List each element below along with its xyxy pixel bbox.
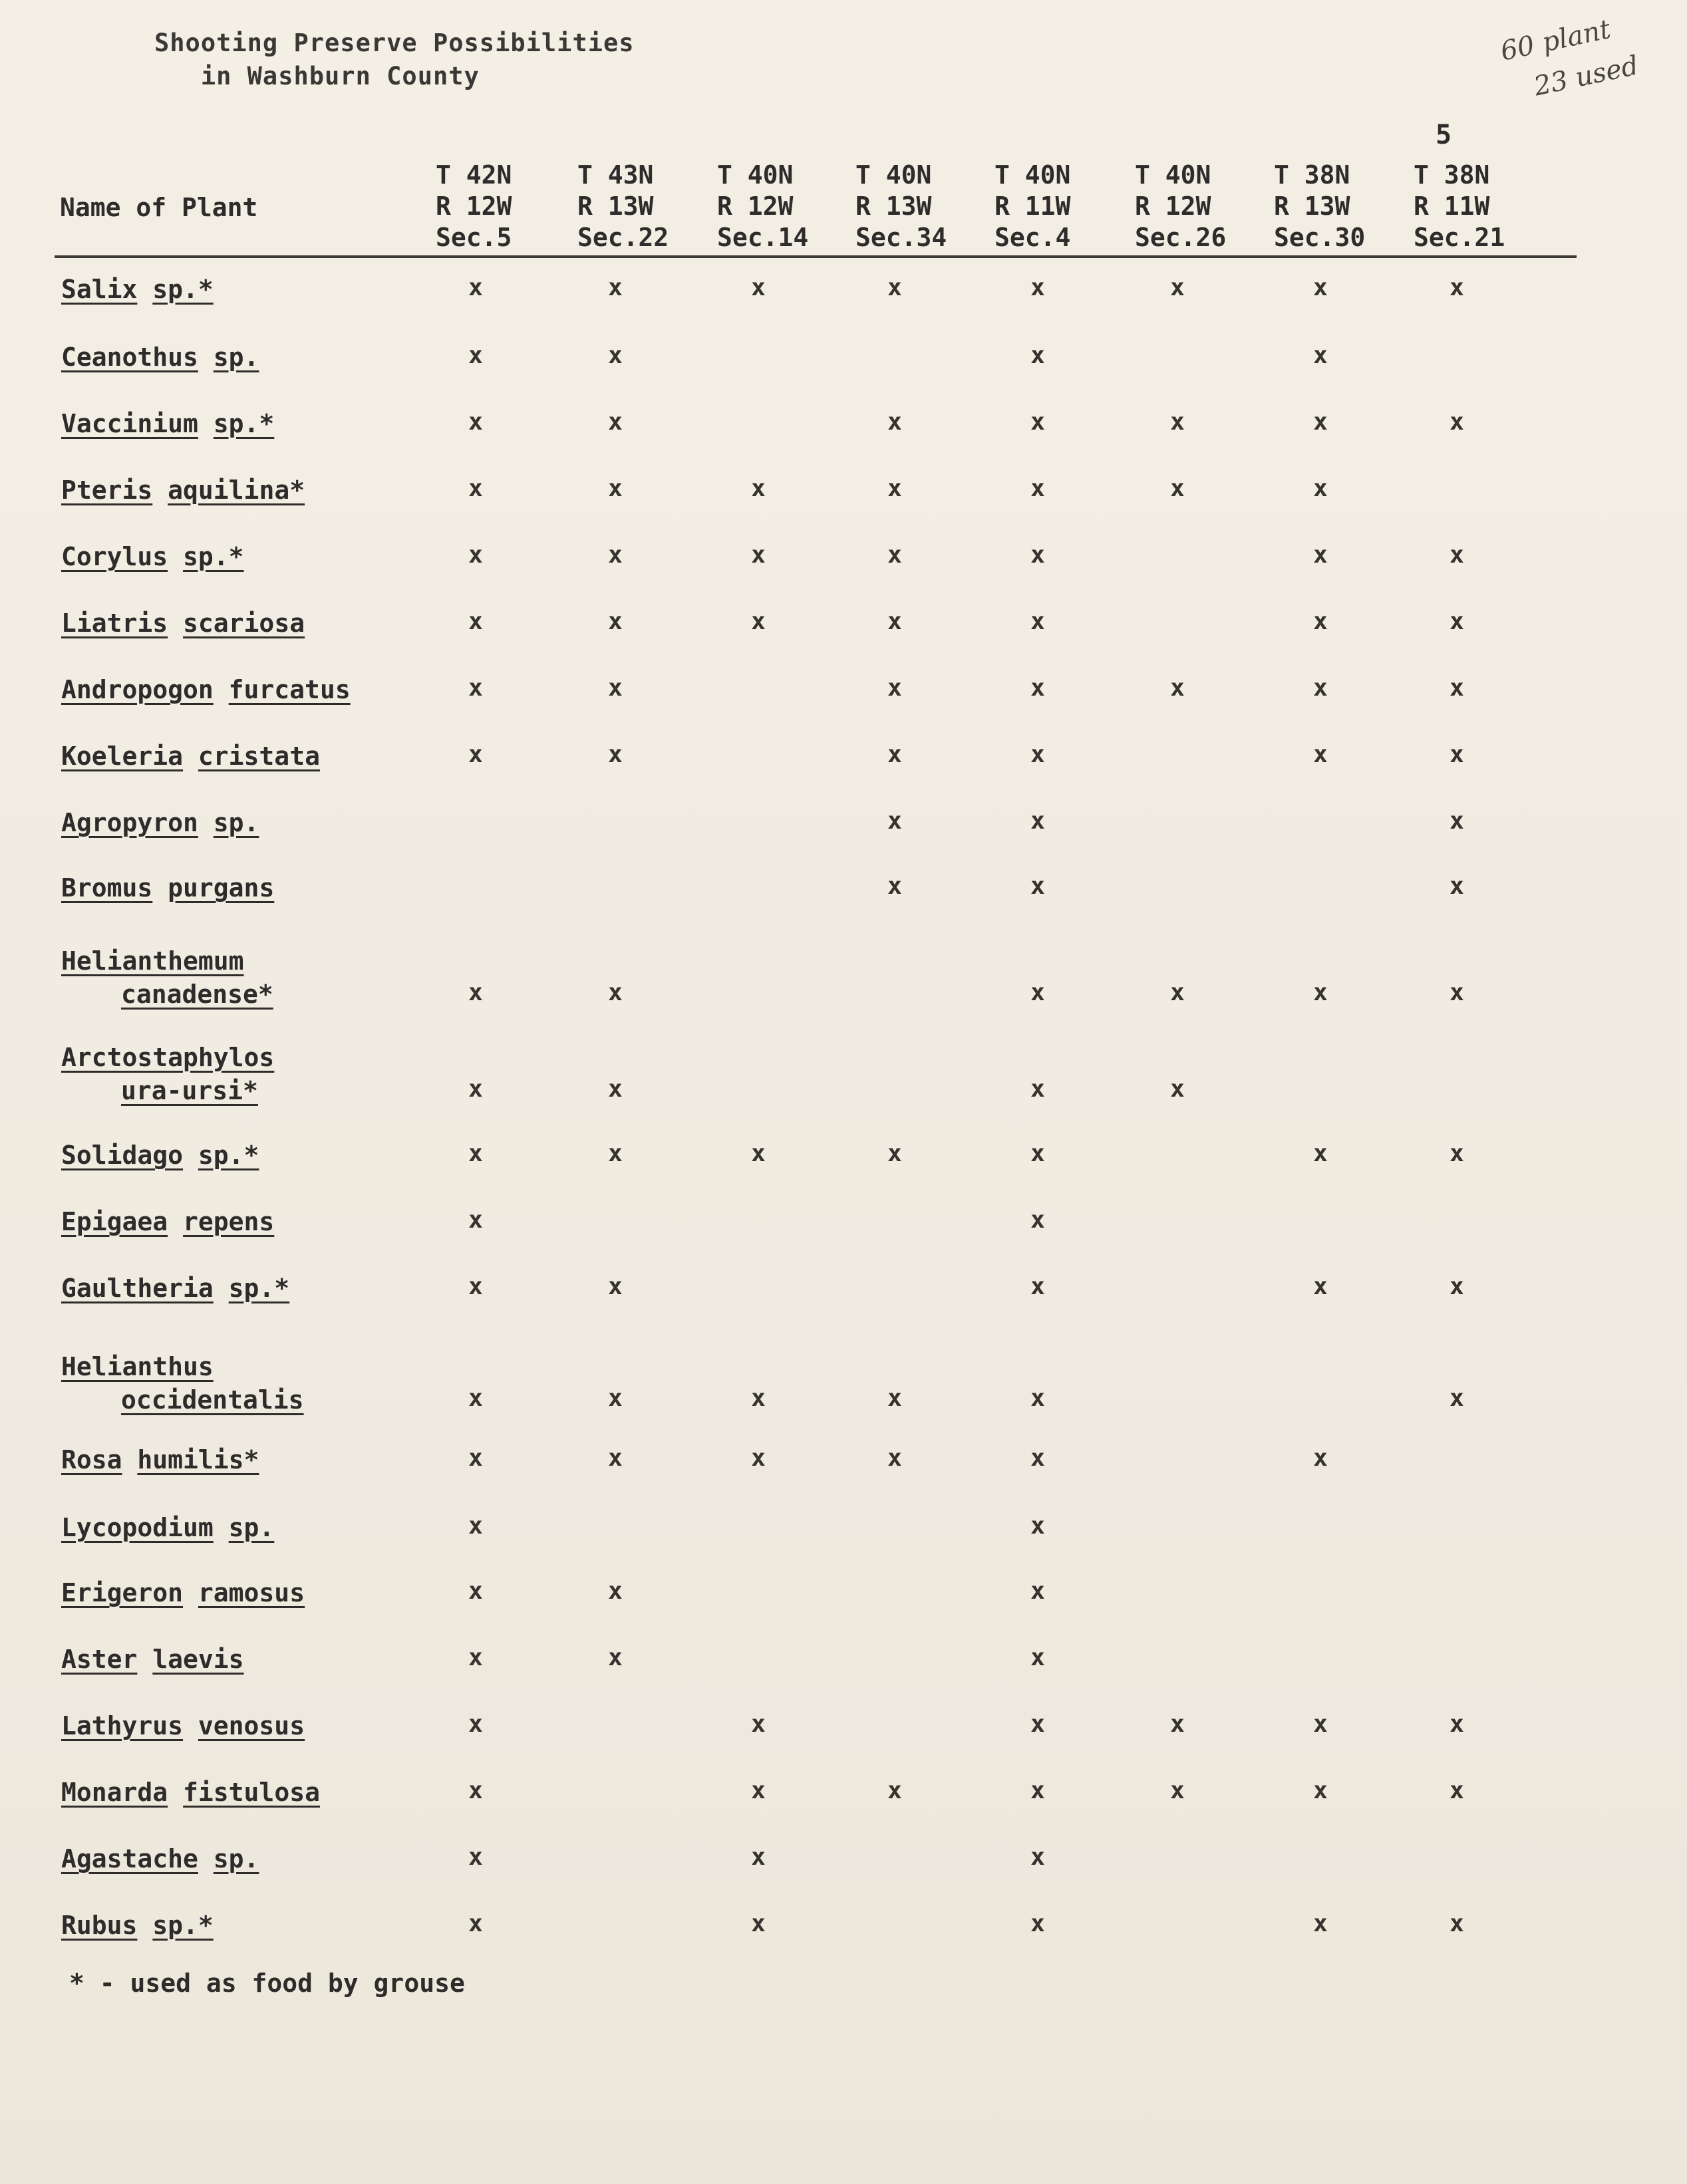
footnote: * - used as food by grouse [69,1969,465,1998]
plant-species: sp. [213,808,259,837]
column-header-6 [1135,160,1278,253]
presence-mark: x [468,408,483,436]
presence-mark: x [468,1644,483,1671]
presence-mark: x [1030,741,1045,768]
column-header-sec: Sec.21 [1414,223,1505,252]
presence-mark: x [751,1843,766,1871]
plant-name [61,1350,304,1417]
presence-mark: x [887,274,902,301]
presence-mark: x [608,979,623,1006]
column-header-t: T 38N [1414,160,1490,190]
column-header-1 [436,160,579,253]
plant-genus: Helianthus [61,1352,214,1381]
presence-mark: x [751,1777,766,1804]
presence-mark: x [1030,674,1045,702]
presence-mark: x [1450,1140,1464,1167]
presence-mark: x [1450,541,1464,569]
presence-mark: x [1030,1075,1045,1103]
plant-species: fistulosa [183,1778,320,1807]
presence-mark: x [608,1444,623,1472]
plant-species: aquilina* [168,476,305,505]
title-line-1: Shooting Preserve Possibilities [154,29,635,57]
presence-mark: x [1450,674,1464,702]
presence-mark: x [887,541,902,569]
column-header-t: T 42N [436,160,512,190]
handwritten-note [1497,5,1642,112]
presence-mark: x [468,1140,483,1167]
presence-mark: x [468,1075,483,1103]
plant-genus: Helianthemum [61,946,244,976]
presence-mark: x [887,475,902,502]
plant-name [61,871,274,904]
presence-mark: x [468,674,483,702]
presence-mark: x [1030,1843,1045,1871]
presence-mark: x [1450,608,1464,635]
presence-mark: x [1450,873,1464,900]
column-header-sec: Sec.5 [436,223,512,252]
presence-mark: x [887,807,902,835]
presence-mark: x [1030,1512,1045,1540]
presence-mark: x [751,1710,766,1738]
presence-mark: x [1313,342,1328,369]
presence-mark: x [751,475,766,502]
column-header-5 [995,160,1138,253]
presence-mark: x [1030,1140,1045,1167]
column-header-8 [1414,160,1557,253]
presence-mark: x [468,1710,483,1738]
plant-species: ramosus [198,1578,305,1607]
presence-mark: x [887,674,902,702]
presence-mark: x [468,1512,483,1540]
column-header-2 [577,160,720,253]
presence-mark: x [751,1385,766,1412]
column-header-sec: Sec.26 [1135,223,1227,252]
plant-genus: Agropyron [61,808,198,837]
plant-species: laevis [152,1645,244,1674]
presence-mark: x [468,741,483,768]
column-header-sec: Sec.14 [717,223,809,252]
presence-mark: x [1030,1206,1045,1234]
presence-mark: x [1030,475,1045,502]
presence-mark: x [608,1577,623,1605]
presence-mark: x [1313,1140,1328,1167]
presence-mark: x [468,608,483,635]
presence-mark: x [468,342,483,369]
presence-mark: x [1030,1910,1045,1937]
presence-mark: x [608,608,623,635]
column-header-r: R 12W [436,192,512,221]
column-header-r: R 13W [855,192,932,221]
plant-name [61,1139,259,1172]
plant-genus: Lathyrus [61,1711,184,1740]
plant-species: sp.* [213,409,275,438]
presence-mark: x [751,1140,766,1167]
presence-mark: x [1030,541,1045,569]
plant-name [61,673,351,706]
plant-species: purgans [168,873,275,902]
plant-name [61,1041,274,1107]
plant-name [61,1205,274,1238]
plant-name [61,806,259,839]
presence-mark: x [608,475,623,502]
plant-name [61,1643,244,1676]
presence-mark: x [887,741,902,768]
plant-genus: Agastache [61,1844,198,1873]
presence-mark: x [468,1206,483,1234]
presence-mark: x [1170,979,1185,1006]
column-header-3 [717,160,860,253]
plant-genus: Bromus [61,873,153,902]
plant-genus: Gaultheria [61,1274,214,1303]
presence-mark: x [1170,674,1185,702]
column-header-t: T 40N [855,160,932,190]
plant-name [61,1842,259,1875]
presence-mark: x [1450,741,1464,768]
presence-mark: x [608,541,623,569]
presence-mark: x [1450,1710,1464,1738]
plant-genus: Andropogon [61,675,214,704]
plant-name [61,607,305,640]
presence-mark: x [1313,979,1328,1006]
plant-name [61,540,244,573]
presence-mark: x [1030,1777,1045,1804]
column-header-sec: Sec.4 [995,223,1071,252]
column-header-7 [1274,160,1417,253]
plant-species: venosus [198,1711,305,1740]
presence-mark: x [887,1777,902,1804]
plant-genus: Lycopodium [61,1513,214,1542]
plant-genus: Corylus [61,542,168,571]
column-header-r: R 11W [1414,192,1490,221]
plant-name [61,407,274,440]
header-rule [55,255,1577,258]
presence-mark: x [468,541,483,569]
presence-mark: x [1030,979,1045,1006]
presence-mark: x [1030,873,1045,900]
title-line-2: in Washburn County [200,62,480,90]
presence-mark: x [1313,674,1328,702]
presence-mark: x [1170,274,1185,301]
presence-mark: x [1450,979,1464,1006]
plant-species: occidentalis [121,1385,304,1415]
presence-mark: x [1313,274,1328,301]
plant-species: sp. [213,342,259,372]
plant-species: humilis* [137,1445,259,1474]
column-header-r: R 12W [1135,192,1211,221]
plant-species: sp.* [228,1274,290,1303]
presence-mark: x [1030,1577,1045,1605]
presence-mark: x [887,608,902,635]
presence-mark: x [608,674,623,702]
presence-mark: x [1450,807,1464,835]
column-header-t: T 38N [1274,160,1350,190]
presence-mark: x [1313,541,1328,569]
presence-mark: x [1030,608,1045,635]
plant-name [61,1443,259,1476]
plant-species: sp.* [152,275,214,304]
presence-mark: x [1313,475,1328,502]
column-header-t: T 40N [717,160,794,190]
presence-mark: x [1030,1710,1045,1738]
presence-mark: x [1450,274,1464,301]
plant-genus: Koeleria [61,742,184,771]
presence-mark: x [608,1273,623,1300]
presence-mark: x [608,1644,623,1671]
presence-mark: x [1170,408,1185,436]
plant-genus: Rubus [61,1911,138,1940]
page-number: 5 [1436,120,1452,150]
presence-mark: x [751,608,766,635]
presence-mark: x [887,1140,902,1167]
plant-name [61,341,259,374]
presence-mark: x [751,274,766,301]
presence-mark: x [1450,1777,1464,1804]
column-header-r: R 13W [1274,192,1350,221]
presence-mark: x [608,274,623,301]
presence-mark: x [1450,1273,1464,1300]
presence-mark: x [1313,1710,1328,1738]
presence-mark: x [1030,342,1045,369]
presence-mark: x [1030,1273,1045,1300]
presence-mark: x [608,741,623,768]
presence-mark: x [1170,1710,1185,1738]
presence-mark: x [468,475,483,502]
plant-name [61,1511,274,1544]
plant-species: sp.* [198,1141,259,1170]
plant-genus: Epigaea [61,1207,168,1236]
column-header-t: T 43N [577,160,654,190]
plant-genus: Ceanothus [61,342,198,372]
plant-species: furcatus [228,675,351,704]
plant-name [61,1709,305,1742]
presence-mark: x [1450,1910,1464,1937]
plant-species: ura-ursi* [121,1076,258,1105]
column-header-sec: Sec.22 [577,223,669,252]
presence-mark: x [1030,807,1045,835]
handwritten-note-line-1: 60 plant [1497,13,1614,67]
plant-genus: Liatris [61,609,168,638]
name-of-plant-header: Name of Plant [60,193,258,222]
plant-species: sp.* [152,1911,214,1940]
presence-mark: x [468,1910,483,1937]
presence-mark: x [608,408,623,436]
plant-genus: Salix [61,275,138,304]
presence-mark: x [468,1843,483,1871]
presence-mark: x [887,873,902,900]
document-title [154,27,635,93]
presence-mark: x [1313,408,1328,436]
plant-genus: Pteris [61,476,153,505]
presence-mark: x [468,979,483,1006]
presence-mark: x [1313,1444,1328,1472]
presence-mark: x [1313,741,1328,768]
presence-mark: x [1313,1777,1328,1804]
presence-mark: x [1030,1385,1045,1412]
presence-mark: x [1170,1777,1185,1804]
presence-mark: x [1030,1644,1045,1671]
presence-mark: x [608,1075,623,1103]
presence-mark: x [887,1444,902,1472]
presence-mark: x [1450,408,1464,436]
plant-name [61,273,214,306]
column-header-r: R 12W [717,192,794,221]
plant-species: scariosa [183,609,305,638]
column-header-sec: Sec.34 [855,223,947,252]
plant-species: cristata [198,742,320,771]
plant-name [61,474,305,507]
presence-mark: x [468,1385,483,1412]
presence-mark: x [751,1910,766,1937]
plant-species: canadense* [121,980,273,1009]
plant-genus: Solidago [61,1141,184,1170]
plant-genus: Vaccinium [61,409,198,438]
presence-mark: x [1313,1910,1328,1937]
handwritten-note-line-2: 23 used [1531,50,1642,102]
plant-name [61,944,273,1011]
presence-mark: x [1030,408,1045,436]
plant-genus: Aster [61,1645,138,1674]
plant-genus: Arctostaphylos [61,1043,275,1072]
plant-species: repens [183,1207,275,1236]
plant-name [61,1576,305,1609]
presence-mark: x [468,1273,483,1300]
presence-mark: x [751,1444,766,1472]
plant-genus: Rosa [61,1445,122,1474]
plant-species: sp. [228,1513,275,1542]
presence-mark: x [608,342,623,369]
presence-mark: x [1030,274,1045,301]
column-header-t: T 40N [995,160,1071,190]
presence-mark: x [1030,1444,1045,1472]
plant-name [61,1909,214,1942]
column-header-t: T 40N [1135,160,1211,190]
presence-mark: x [608,1385,623,1412]
plant-species: sp. [213,1844,259,1873]
presence-mark: x [887,408,902,436]
presence-mark: x [468,1444,483,1472]
presence-mark: x [468,1777,483,1804]
presence-mark: x [1313,608,1328,635]
column-header-sec: Sec.30 [1274,223,1366,252]
column-header-4 [855,160,998,253]
presence-mark: x [1170,1075,1185,1103]
presence-mark: x [751,541,766,569]
plant-species: sp.* [183,542,244,571]
plant-genus: Erigeron [61,1578,184,1607]
presence-mark: x [468,274,483,301]
plant-name [61,1776,320,1809]
presence-mark: x [1450,1385,1464,1412]
presence-mark: x [887,1385,902,1412]
plant-name [61,740,320,773]
presence-mark: x [1170,475,1185,502]
presence-mark: x [1313,1273,1328,1300]
presence-mark: x [468,1577,483,1605]
presence-mark: x [608,1140,623,1167]
plant-name [61,1272,289,1305]
column-header-r: R 11W [995,192,1071,221]
plant-genus: Monarda [61,1778,168,1807]
column-header-r: R 13W [577,192,654,221]
